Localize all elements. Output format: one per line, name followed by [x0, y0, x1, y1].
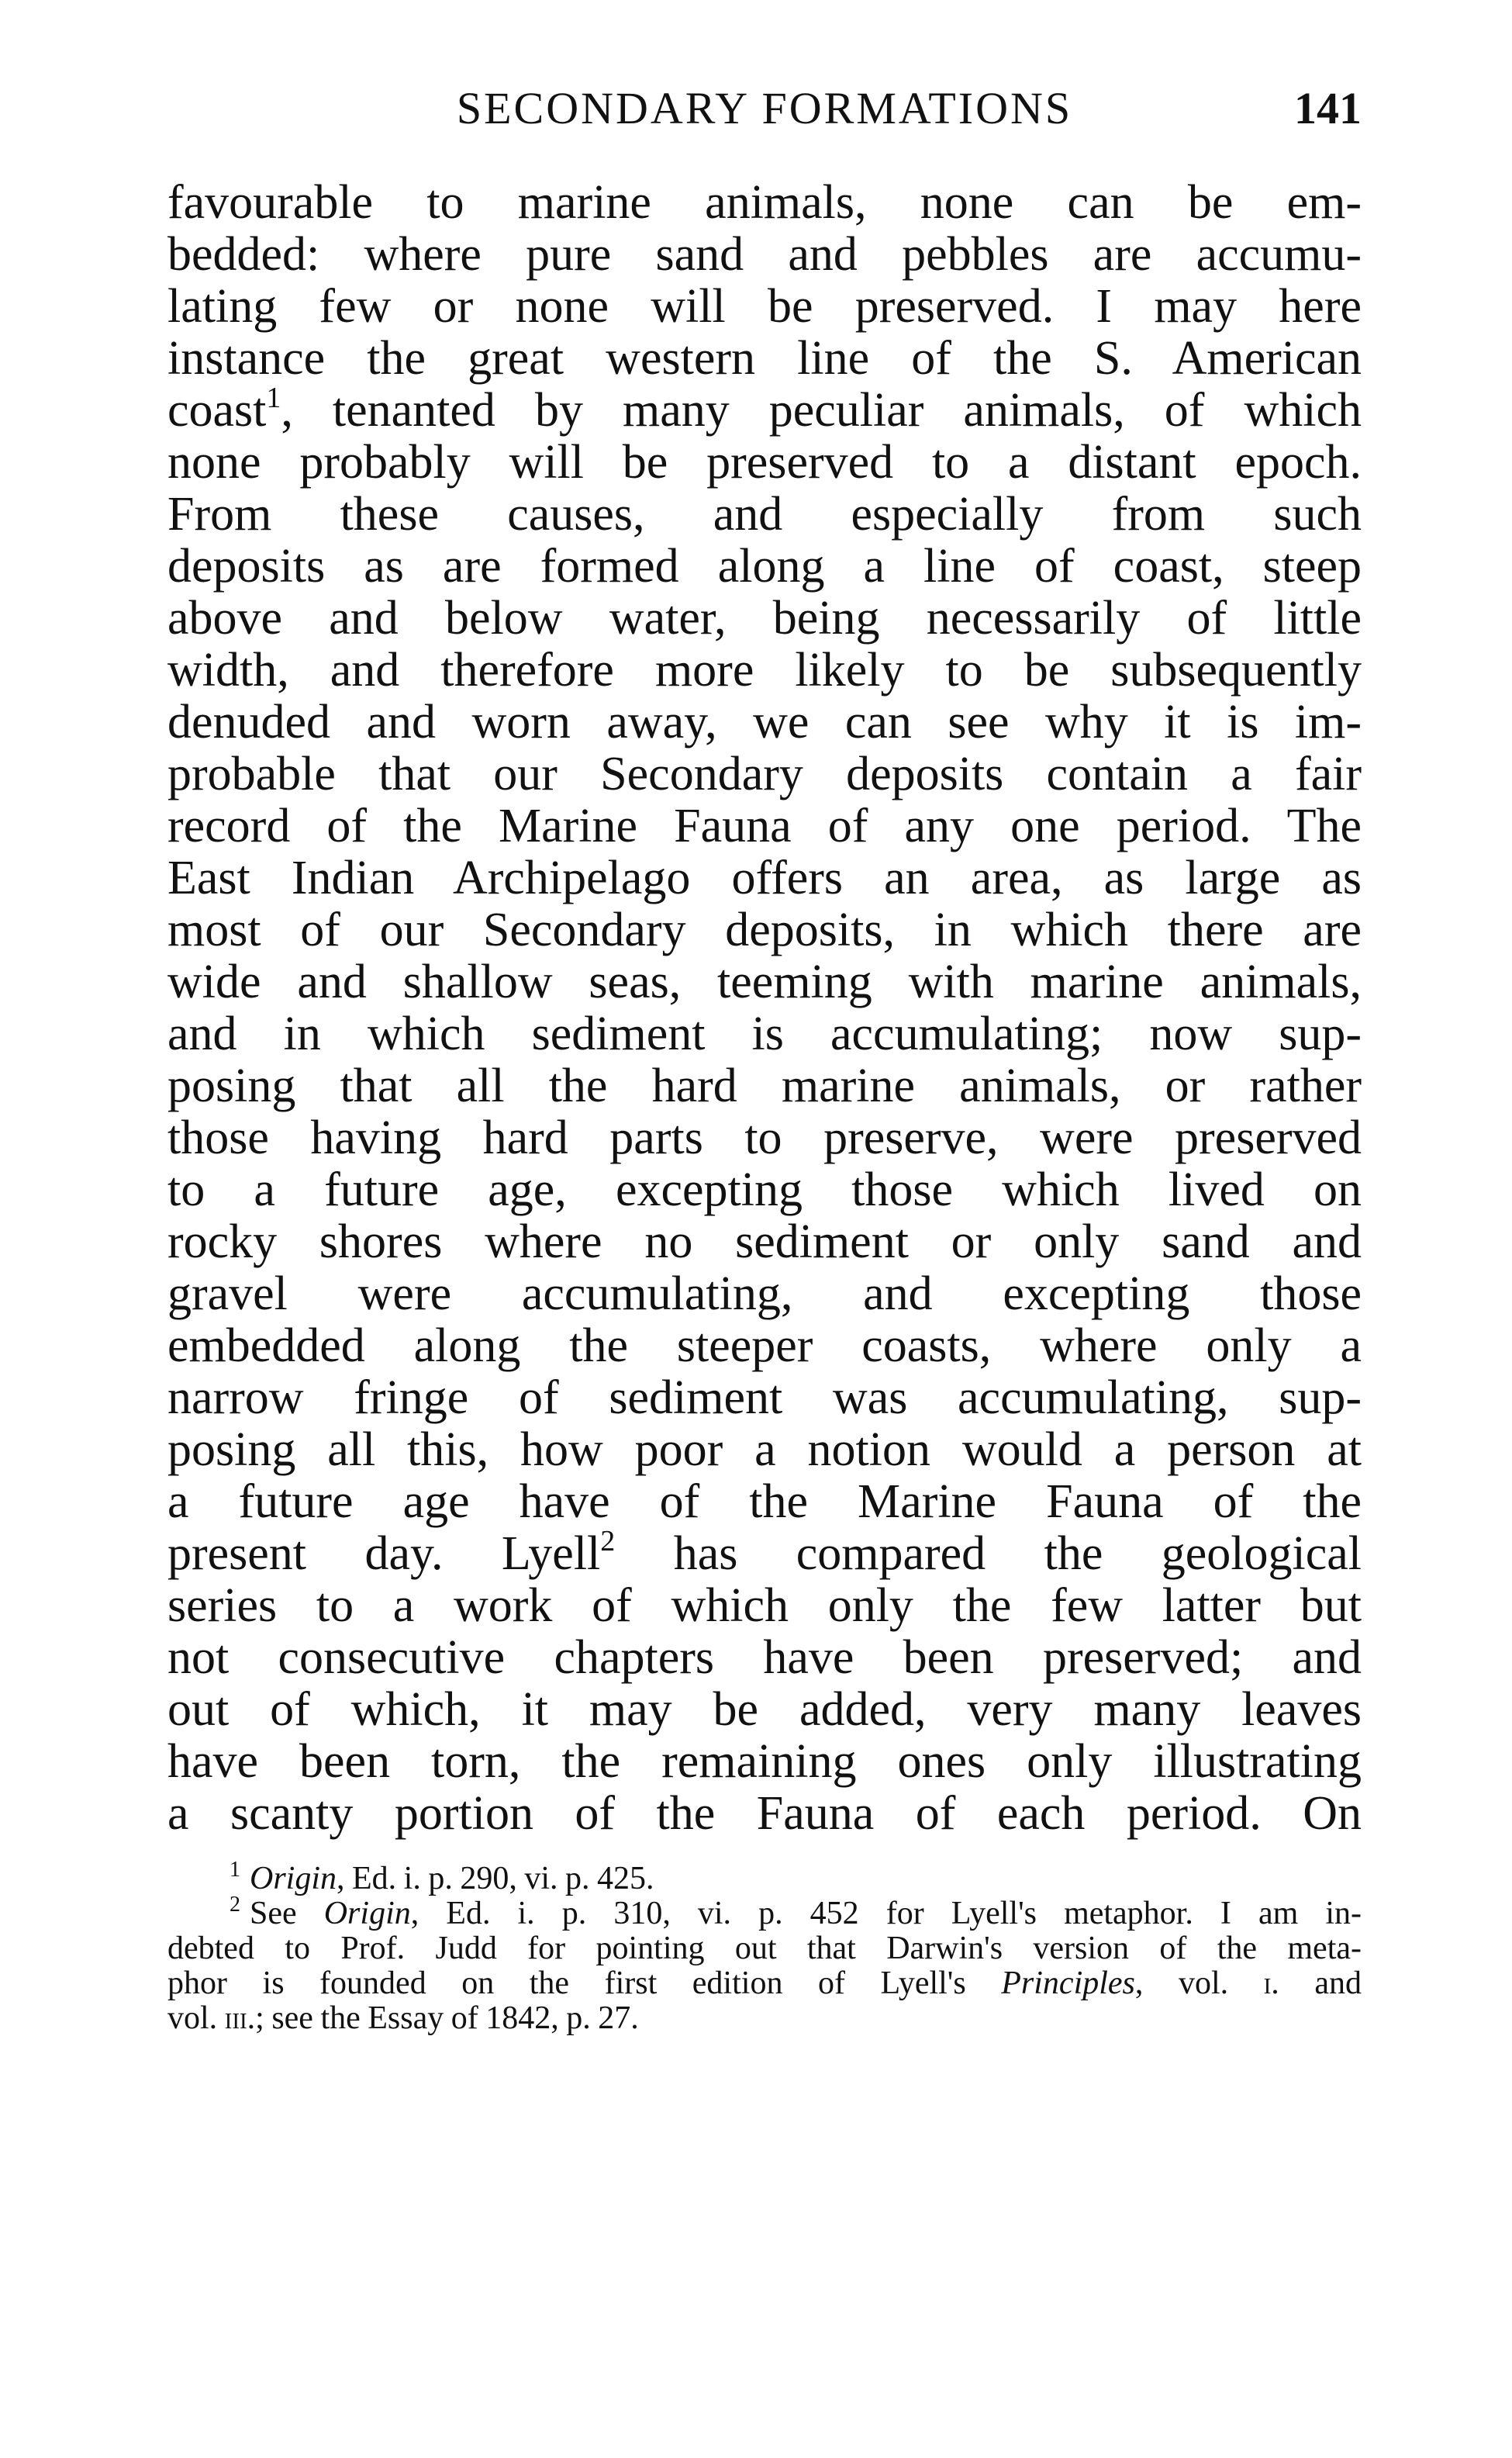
text-line: probable that our Secondary deposits contain a fair [167, 748, 1362, 800]
text-line: gravel were accumulating, and excepting those [167, 1267, 1362, 1320]
text-line: wide and shallow seas, teeming with marine animals, [167, 956, 1362, 1008]
footnote-text: , vol. [1134, 1965, 1264, 2001]
text-line: bedded: where pure sand and pebbles are accumu- [167, 228, 1362, 281]
footnote-ref[interactable]: 1 [266, 382, 281, 414]
text-line: most of our Secondary deposits, in which there are [167, 904, 1362, 956]
footnote-text: ; see the Essay of 1842, p. 27. [255, 2000, 639, 2036]
text-line: none probably will be preserved to a distant epoch. [167, 436, 1362, 489]
text-line: to a future age, excepting those which lived on [167, 1163, 1362, 1216]
running-title: SECONDARY FORMATIONS [456, 83, 1073, 133]
text-line: From these causes, and especially from such [167, 488, 1362, 541]
text-line: deposits as are formed along a line of coast, steep [167, 540, 1362, 593]
footnote-title: Principles [1001, 1965, 1135, 2001]
text-line [167, 382, 1362, 437]
footnote-title: Origin [250, 1861, 337, 1896]
footnote-2-line: debted to Prof. Judd for pointing out that Darwin's version of the meta- [167, 1931, 1362, 1966]
text-segment: , tenanted by many peculiar animals, of which [281, 384, 1362, 437]
footnote-1 [167, 1858, 1362, 1896]
footnote-mark: 1 [230, 1858, 240, 1882]
footnote-ref[interactable]: 2 [600, 1525, 616, 1557]
footnote-volume: i. [1263, 1965, 1279, 2001]
text-line: instance the great western line of the S. American [167, 332, 1362, 385]
footnote-mark: 2 [230, 1893, 240, 1917]
text-segment: has compared the geological [615, 1527, 1362, 1580]
text-line: have been torn, the remaining ones only illustrating [167, 1735, 1362, 1788]
text-line: a scanty portion of the Fauna of each period. On [167, 1787, 1362, 1840]
text-line: a future age have of the Marine Fauna of the [167, 1475, 1362, 1528]
footnote-text: phor is founded on the first edition of Lyell's [167, 1965, 1002, 2001]
footnote-2-line [167, 1966, 1362, 2001]
footnote-text: See [250, 1896, 324, 1931]
footnote-volume: iii. [224, 2000, 256, 2036]
text-line: out of which, it may be added, very many leaves [167, 1683, 1362, 1736]
footnote-2-line [167, 1893, 1362, 1931]
text-line: posing all this, how poor a notion would a person at [167, 1423, 1362, 1476]
text-line: record of the Marine Fauna of any one period. The [167, 800, 1362, 852]
text-line: not consecutive chapters have been preserved; and [167, 1631, 1362, 1684]
text-line [167, 1525, 1362, 1580]
text-line: denuded and worn away, we can see why it is im- [167, 696, 1362, 748]
footnotes [167, 1858, 1362, 2036]
text-line: rocky shores where no sediment or only sand and [167, 1215, 1362, 1268]
text-line: posing that all the hard marine animals, or rather [167, 1060, 1362, 1112]
text-line: and in which sediment is accumulating; now sup- [167, 1008, 1362, 1060]
text-line: narrow fringe of sediment was accumulating, sup- [167, 1371, 1362, 1424]
text-line: favourable to marine animals, none can be em- [167, 176, 1362, 229]
footnote-title: Origin [323, 1896, 411, 1931]
text-line: series to a work of which only the few latter but [167, 1579, 1362, 1632]
text-segment: coast [167, 384, 267, 437]
text-segment: present day. Lyell [167, 1527, 601, 1580]
text-line: above and below water, being necessarily of little [167, 592, 1362, 645]
page-number: 141 [1294, 83, 1362, 133]
footnote-2-line [167, 2001, 1362, 2036]
running-head [167, 78, 1362, 140]
footnote-text: , Ed. i. p. 310, vi. p. 452 for Lyell's metaphor. I am in- [410, 1896, 1362, 1931]
text-line: those having hard parts to preserve, were preserved [167, 1111, 1362, 1164]
text-line: width, and therefore more likely to be subsequently [167, 644, 1362, 697]
footnote-text: and [1279, 1965, 1362, 2001]
footnote-text: , Ed. i. p. 290, vi. p. 425. [337, 1861, 654, 1896]
text-line: lating few or none will be preserved. I may here [167, 280, 1362, 333]
text-line: embedded along the steeper coasts, where only a [167, 1319, 1362, 1372]
text-line: East Indian Archipelago offers an area, as large as [167, 852, 1362, 904]
footnote-text: vol. [167, 2000, 225, 2036]
body-text [167, 177, 1362, 1840]
